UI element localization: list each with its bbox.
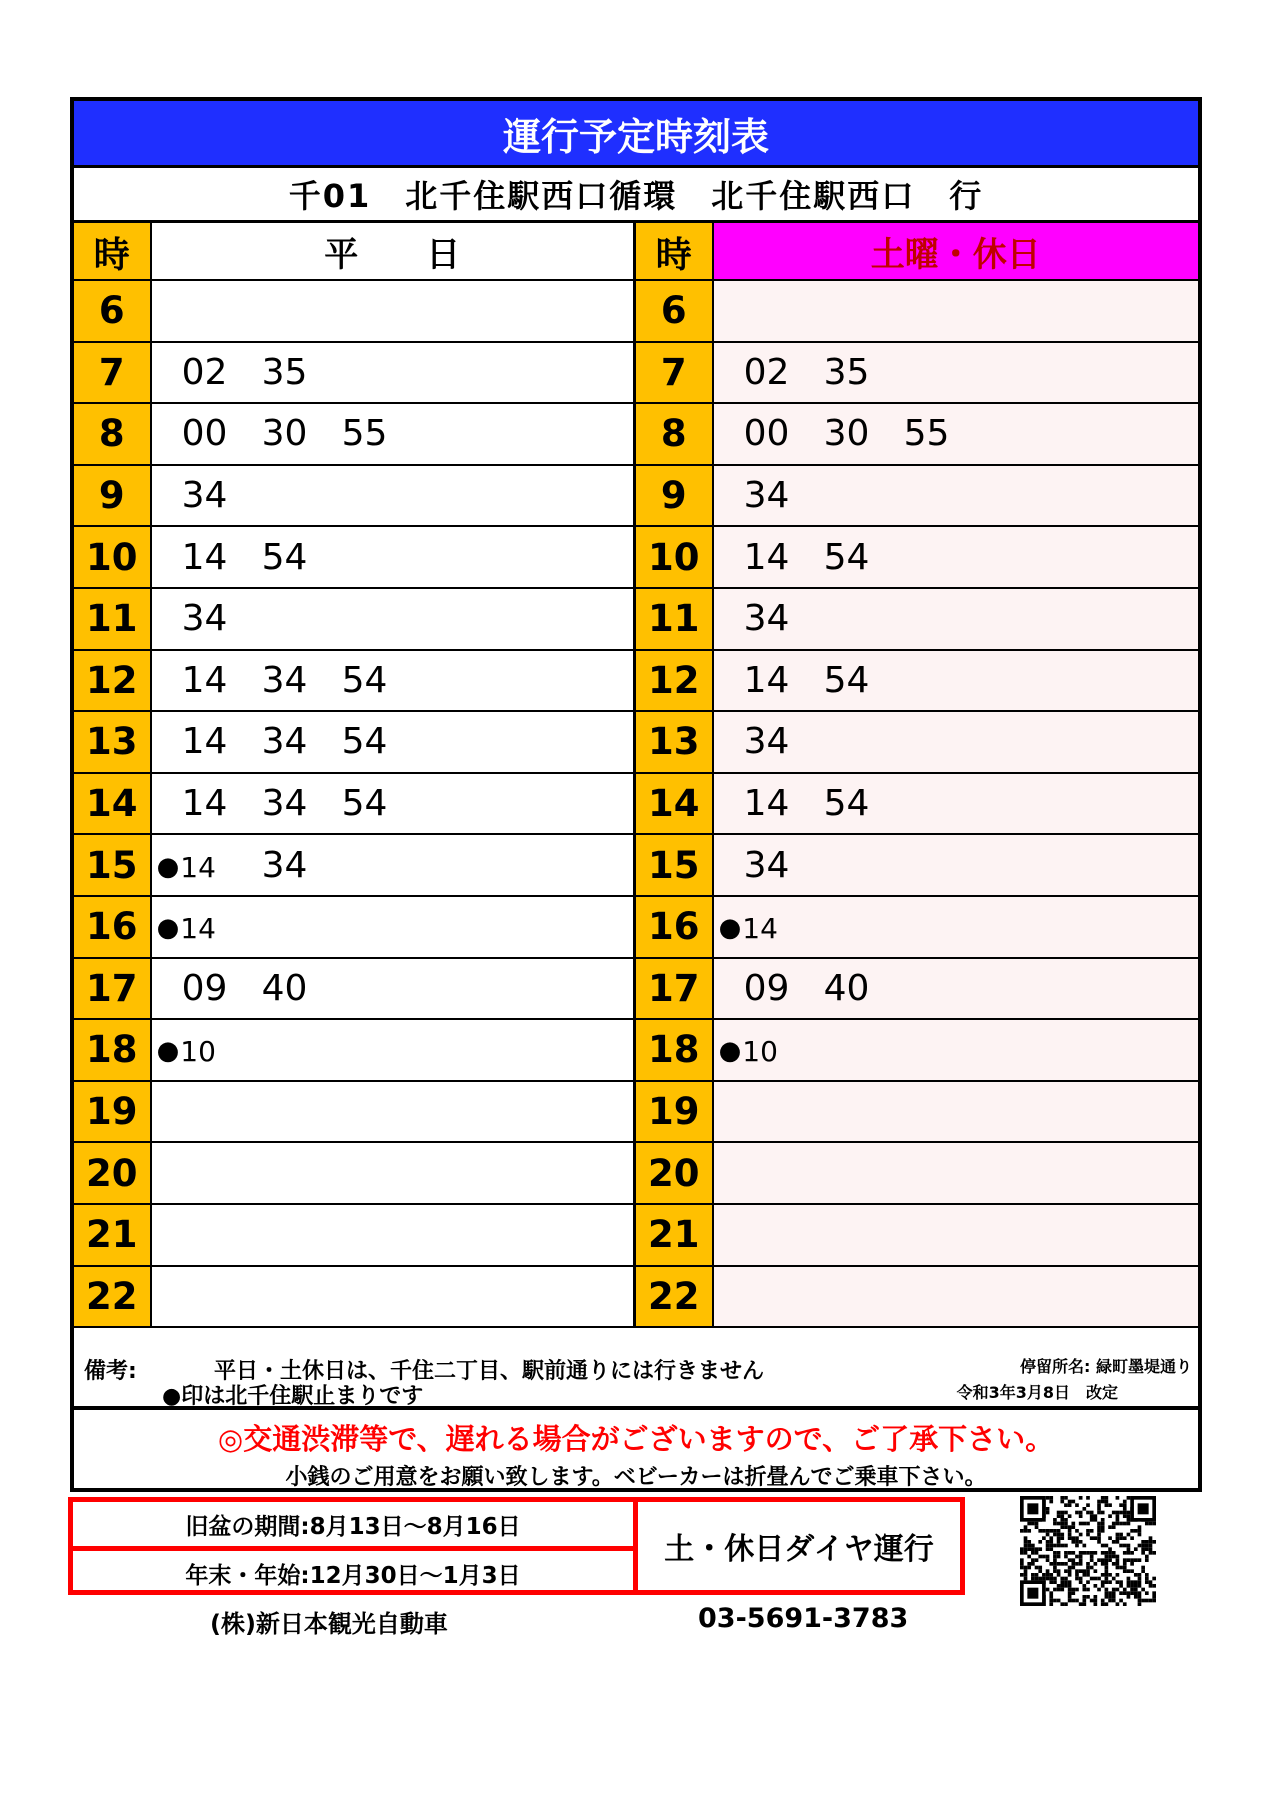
holiday-cell	[714, 466, 1198, 526]
holiday-minute: 14	[743, 659, 790, 701]
holiday-cell	[714, 343, 1198, 403]
holiday-cell	[714, 527, 1198, 587]
hour-cell: 10	[74, 527, 152, 587]
holiday-minute: 54	[823, 783, 870, 825]
revision-date: 令和3年3月8日 改定	[956, 1383, 1118, 1402]
weekday-cell	[152, 897, 636, 957]
holiday-cell	[714, 404, 1198, 464]
hour-cell: 10	[636, 527, 714, 587]
weekday-cell	[152, 651, 636, 711]
weekday-cell	[152, 1020, 636, 1080]
table-row	[74, 1020, 1198, 1082]
notes-line-2: ●印は北千住駅止まりです	[162, 1384, 424, 1409]
table-row	[74, 404, 1198, 466]
holiday-cell	[714, 1082, 1198, 1142]
minute-value: 14	[742, 912, 778, 946]
holiday-minute: 35	[823, 351, 870, 393]
holiday-cell	[714, 835, 1198, 895]
weekday-cell	[152, 527, 636, 587]
header-row	[74, 223, 1198, 281]
terminating-dot-icon: ●	[718, 1036, 742, 1067]
weekday-cell	[152, 959, 636, 1019]
weekday-minute: 34	[181, 475, 228, 517]
special-period-box	[68, 1497, 965, 1595]
table-row	[74, 897, 1198, 959]
holiday-minute: 54	[823, 536, 870, 578]
table-row	[74, 281, 1198, 343]
delay-warning: ◎交通渋滞等で、遅れる場合がございますので、ご了承下さい。	[217, 1422, 1055, 1456]
weekday-cell	[152, 343, 636, 403]
weekday-minute: 34	[261, 721, 308, 763]
hour-header: 時	[74, 223, 152, 279]
hour-cell: 18	[74, 1020, 152, 1080]
timetable-sheet	[70, 97, 1202, 1492]
holiday-cell	[714, 1143, 1198, 1203]
terminating-dot-icon: ●	[156, 1036, 180, 1067]
weekday-cell	[152, 1143, 636, 1203]
timetable-title: 運行予定時刻表	[74, 101, 1198, 165]
minute-value: 10	[742, 1035, 778, 1069]
hour-cell: 13	[636, 712, 714, 772]
table-row	[74, 959, 1198, 1021]
holiday-minute: 34	[743, 598, 790, 640]
holiday-cell	[714, 651, 1198, 711]
notes-label: 備考:	[84, 1359, 137, 1384]
weekday-minute: 35	[261, 351, 308, 393]
holiday-minute: 40	[823, 967, 870, 1009]
newyear-period: 年末・年始:12月30日～1月3日	[73, 1546, 633, 1595]
weekday-cell	[152, 1082, 636, 1142]
minute-value: 14	[180, 850, 216, 884]
hour-cell: 13	[74, 712, 152, 772]
phone-number: 03-5691-3783	[698, 1603, 909, 1634]
special-periods	[73, 1502, 638, 1590]
coin-notice: 小銭のご用意をお願い致します。ベビーカーは折畳んでご乗車下さい。	[285, 1465, 987, 1490]
hour-cell: 17	[74, 959, 152, 1019]
hour-cell: 6	[636, 281, 714, 341]
holiday-minute: 34	[743, 721, 790, 763]
weekday-minute: 14	[181, 659, 228, 701]
weekday-cell	[152, 466, 636, 526]
weekday-cell	[152, 774, 636, 834]
holiday-minute: 14	[743, 783, 790, 825]
weekday-minute: 54	[341, 783, 388, 825]
holiday-minute: 02	[743, 351, 790, 393]
weekday-header: 平 日	[152, 223, 636, 279]
weekday-minute: 14	[181, 783, 228, 825]
table-row	[74, 466, 1198, 528]
hour-cell: 21	[74, 1205, 152, 1265]
notes-section	[74, 1346, 1198, 1410]
weekday-minute: 00	[181, 413, 228, 455]
table-row	[74, 589, 1198, 651]
weekday-minute: 30	[261, 413, 308, 455]
hour-cell: 9	[636, 466, 714, 526]
company-name: (株)新日本観光自動車	[210, 1610, 448, 1638]
hour-cell: 16	[636, 897, 714, 957]
table-row	[74, 343, 1198, 405]
notes-line-1: 平日・土休日は、千住二丁目、駅前通りには行きません	[214, 1359, 765, 1384]
terminating-dot-icon: ●	[156, 851, 180, 882]
route-name: 千01 北千住駅西口循環 北千住駅西口 行	[74, 165, 1198, 223]
holiday-cell	[714, 774, 1198, 834]
obon-period: 旧盆の期間:8月13日～8月16日	[185, 1513, 521, 1540]
holiday-cell	[714, 1205, 1198, 1265]
table-row	[74, 835, 1198, 897]
hour-cell: 19	[74, 1082, 152, 1142]
hour-cell: 7	[74, 343, 152, 403]
hour-cell: 22	[636, 1267, 714, 1327]
holiday-header: 土曜・休日	[714, 223, 1198, 279]
weekday-minute: 40	[261, 967, 308, 1009]
weekday-minute	[156, 845, 262, 886]
weekday-cell	[152, 589, 636, 649]
weekday-cell	[152, 1205, 636, 1265]
hour-cell: 7	[636, 343, 714, 403]
hour-cell: 14	[74, 774, 152, 834]
hour-cell: 20	[74, 1143, 152, 1203]
table-row	[74, 1205, 1198, 1267]
terminating-dot-icon: ●	[156, 913, 180, 944]
holiday-cell	[714, 959, 1198, 1019]
hour-cell: 16	[74, 897, 152, 957]
minute-value: 14	[180, 912, 216, 946]
weekday-cell	[152, 281, 636, 341]
weekday-minute: 09	[181, 967, 228, 1009]
stop-name: 停留所名: 緑町墨堤通り	[1020, 1357, 1192, 1376]
holiday-minute: 30	[823, 413, 870, 455]
warning-section	[74, 1413, 1198, 1491]
weekday-minute: 54	[261, 536, 308, 578]
weekday-minute: 54	[341, 659, 388, 701]
weekday-minute	[156, 1029, 262, 1070]
hour-cell: 17	[636, 959, 714, 1019]
holiday-minute: 09	[743, 967, 790, 1009]
weekday-cell	[152, 1267, 636, 1327]
weekday-minute: 34	[261, 783, 308, 825]
hour-cell: 6	[74, 281, 152, 341]
weekday-minute: 55	[341, 413, 388, 455]
holiday-minute: 34	[743, 844, 790, 886]
table-row	[74, 1267, 1198, 1329]
hour-header: 時	[636, 223, 714, 279]
weekday-cell	[152, 712, 636, 772]
hour-cell: 20	[636, 1143, 714, 1203]
hour-cell: 9	[74, 466, 152, 526]
hour-cell: 8	[636, 404, 714, 464]
holiday-minute: 14	[743, 536, 790, 578]
table-row	[74, 774, 1198, 836]
hour-cell: 12	[74, 651, 152, 711]
hour-cell: 15	[74, 835, 152, 895]
holiday-cell	[714, 589, 1198, 649]
weekday-minute: 14	[181, 536, 228, 578]
minute-value: 10	[180, 1035, 216, 1069]
weekday-minute: 02	[181, 351, 228, 393]
holiday-cell	[714, 281, 1198, 341]
table-row	[74, 1082, 1198, 1144]
weekday-cell	[152, 835, 636, 895]
holiday-minute	[718, 906, 824, 947]
holiday-minute: 54	[823, 659, 870, 701]
hour-cell: 11	[636, 589, 714, 649]
weekday-minute: 34	[261, 659, 308, 701]
holiday-cell	[714, 1020, 1198, 1080]
holiday-minute	[718, 1029, 824, 1070]
holiday-minute: 34	[743, 475, 790, 517]
holiday-minute: 55	[903, 413, 950, 455]
hour-cell: 22	[74, 1267, 152, 1327]
hour-cell: 21	[636, 1205, 714, 1265]
table-row	[74, 1143, 1198, 1205]
terminating-dot-icon: ●	[718, 913, 742, 944]
hour-cell: 19	[636, 1082, 714, 1142]
holiday-cell	[714, 1267, 1198, 1327]
hour-cell: 8	[74, 404, 152, 464]
holiday-cell	[714, 897, 1198, 957]
weekday-minute	[156, 906, 262, 947]
holiday-cell	[714, 712, 1198, 772]
weekday-minute: 54	[341, 721, 388, 763]
holiday-schedule-note: 土・休日ダイヤ運行	[664, 1532, 934, 1567]
hour-cell: 15	[636, 835, 714, 895]
weekday-minute: 34	[181, 598, 228, 640]
table-row	[74, 527, 1198, 589]
weekday-minute: 14	[181, 721, 228, 763]
hour-cell: 12	[636, 651, 714, 711]
table-row	[74, 651, 1198, 713]
weekday-minute: 34	[261, 844, 308, 886]
weekday-cell	[152, 404, 636, 464]
table-row	[74, 712, 1198, 774]
holiday-minute: 00	[743, 413, 790, 455]
hour-cell: 11	[74, 589, 152, 649]
hour-cell: 14	[636, 774, 714, 834]
hour-cell: 18	[636, 1020, 714, 1080]
qr-code-icon[interactable]	[1020, 1496, 1156, 1606]
